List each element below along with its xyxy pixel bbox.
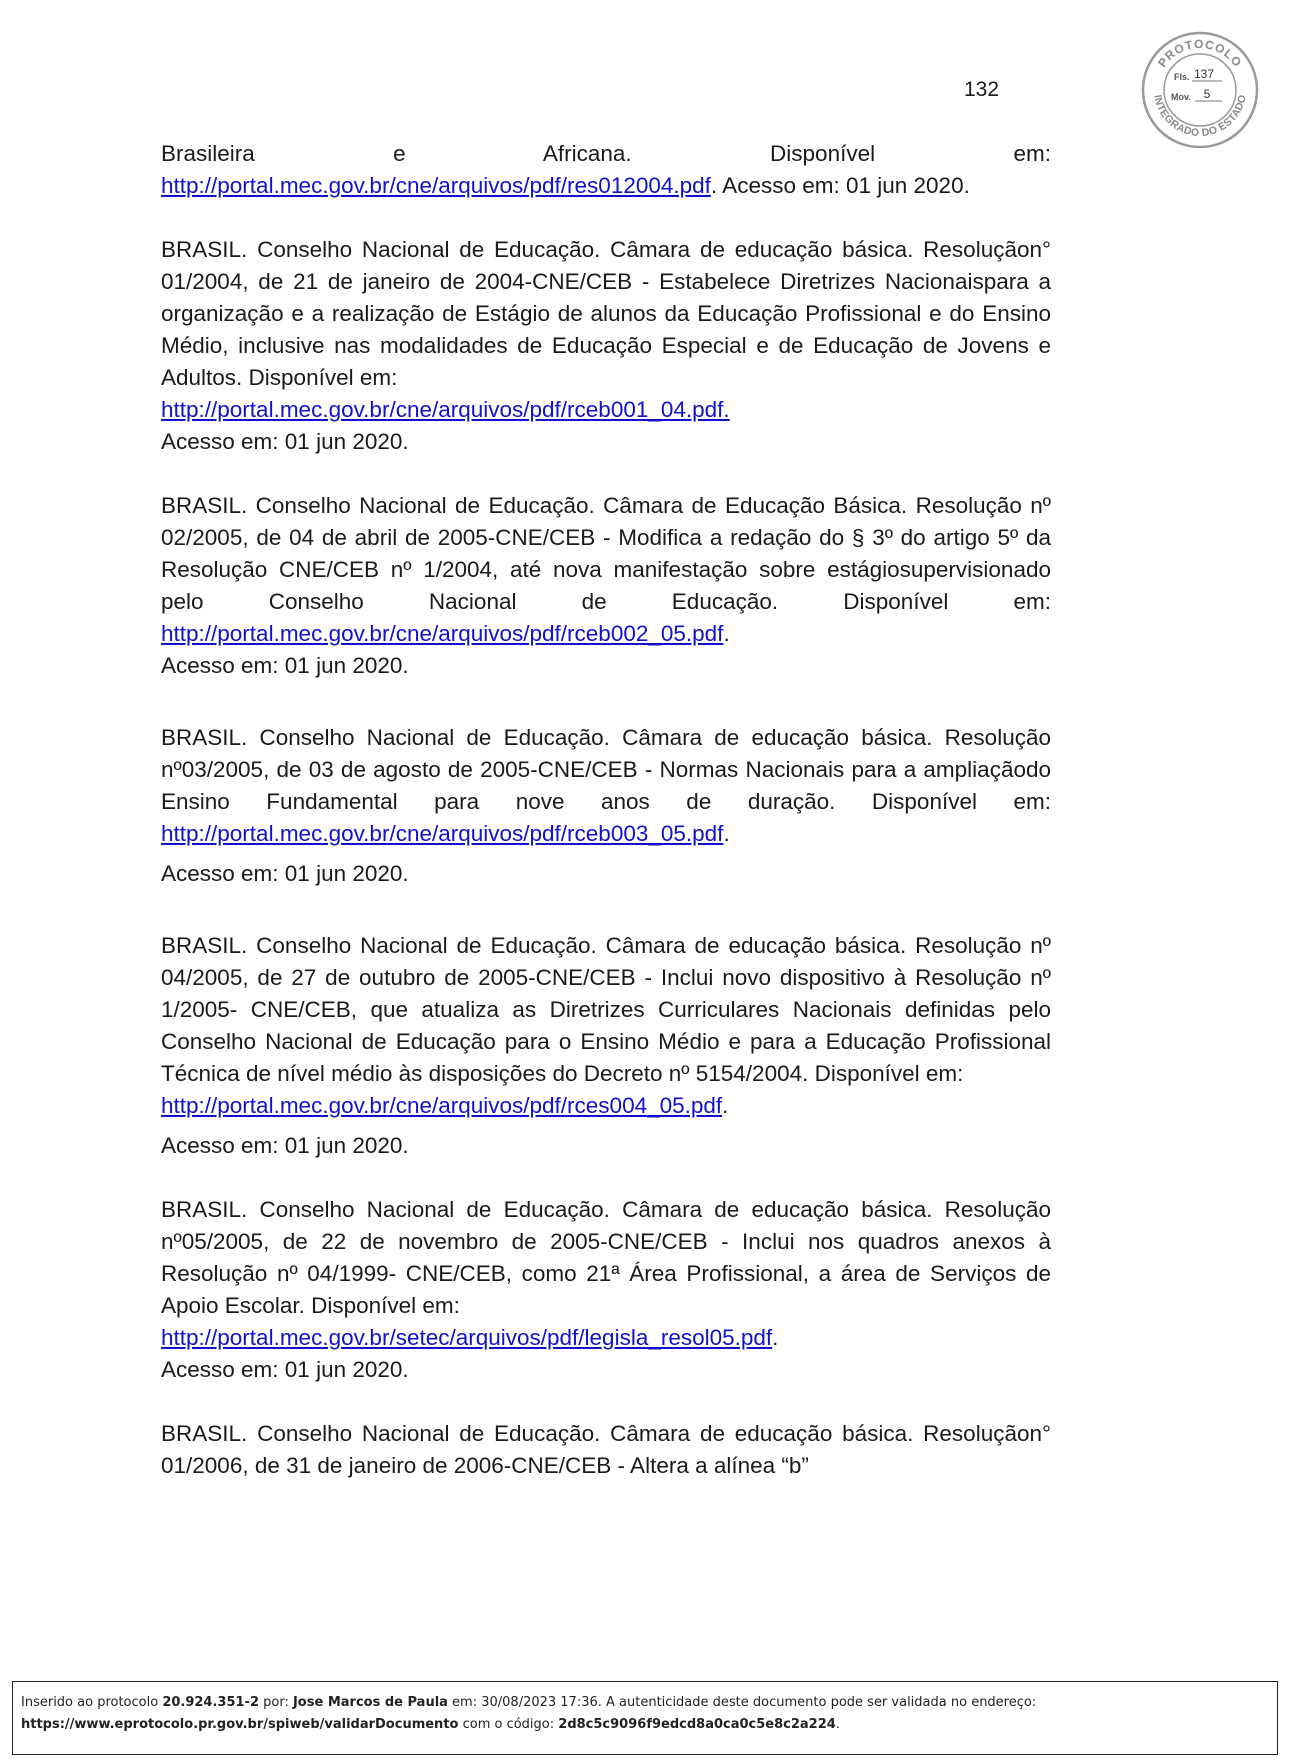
reference-entry xyxy=(161,1418,1051,1482)
protocol-stamp xyxy=(1140,30,1260,150)
reference-access: Acesso em: 01 jun 2020. xyxy=(161,1357,409,1382)
reference-access: Acesso em: 01 jun 2020. xyxy=(161,861,409,886)
validation-code: 2d8c5c9096f9edcd8a0ca0c5e8c2a224 xyxy=(558,1717,836,1732)
reference-link[interactable]: http://portal.mec.gov.br/cne/arquivos/pdf/rceb003_05.pdf xyxy=(161,821,724,846)
references-list xyxy=(161,138,1051,1482)
stamp-fls-value: 137 xyxy=(1193,67,1215,81)
reference-text: BRASIL. Conselho Nacional de Educação. Câmara de Educação Básica. Resolução nº 02/2005, de 04 de abril de 2005-CNE/CEB - Modifica a redação do § 3º do artigo 5º da Resolução CNE/CEB nº 1/2004, até nova manifestação sobre estágiosupervisionado pelo Conselho Nacional de Educação. Disponível em: xyxy=(161,493,1051,614)
stamp-top-text: PROTOCOLO xyxy=(1155,36,1245,70)
reference-link[interactable]: http://portal.mec.gov.br/cne/arquivos/pdf/rceb001_04.pdf. xyxy=(161,397,730,422)
reference-text: Brasileira e Africana. Disponível em: xyxy=(161,141,1051,166)
page-number: 132 xyxy=(964,78,1000,101)
reference-access: . Acesso em: 01 jun 2020. xyxy=(710,173,970,198)
reference-entry: BRASIL. Conselho Nacional de Educação. Câmara de educação básica. Resolução nº05/2005, de 22 de novembro de 2005-CNE/CEB - Inclui nos quadros anexos à Resolução nº 04/1999- CNE/CEB, como 21ª Área Profissional, a área de Serviços de Apoio Escolar. Disponível em: http://portal.mec.gov.br/setec/arquivos/pdf/legisla_resol05.pdf. Acesso em: 01 jun 2020. xyxy=(161,1194,1051,1386)
stamp-mov-value: 5 xyxy=(1203,87,1211,101)
reference-entry: BRASIL. Conselho Nacional de Educação. Câmara de educação básica. Resolução nº 04/2005, de 27 de outubro de 2005-CNE/CEB - Inclui novo dispositivo à Resolução nº 1/2005- CNE/CEB, que atualiza as Diretrizes Curriculares Nacionais definidas pelo Conselho Nacional de Educação para o Ensino Médio e para a Educação Profissional Técnica de nível médio às disposições do Decreto nº 5154/2004. Disponível em: http://portal.mec.gov.br/cne/arquivos/pdf/rces004_05.pdf. Acesso em: 01 jun 2020. xyxy=(161,930,1051,1162)
reference-link[interactable]: http://portal.mec.gov.br/setec/arquivos/pdf/legisla_resol05.pdf xyxy=(161,1325,773,1350)
reference-entry: BRASIL. Conselho Nacional de Educação. Câmara de Educação Básica. Resolução nº 02/2005, de 04 de abril de 2005-CNE/CEB - Modifica a redação do § 3º do artigo 5º da Resolução CNE/CEB nº 1/2004, até nova manifestação sobre estágiosupervisionado pelo Conselho Nacional de Educação. Disponível em: http://portal.mec.gov.br/cne/arquivos/pdf/rceb002_05.pdf. Acesso em: 01 jun 2020. xyxy=(161,490,1051,682)
reference-text: BRASIL. Conselho Nacional de Educação. Câmara de educação básica. Resoluçãon° 01/2004, de 21 de janeiro de 2004-CNE/CEB - Estabelece Diretrizes Nacionaispara a organização e a realização de Estágio de alunos da Educação Profissional e do Ensino Médio, inclusive nas modalidades de Educação Especial e de Educação de Jovens e Adultos. Disponível em: xyxy=(161,237,1051,390)
reference-link[interactable]: http://portal.mec.gov.br/cne/arquivos/pdf/res012004.pdf xyxy=(161,173,711,198)
footer-line-2: https://www.eprotocolo.pr.gov.br/spiweb/validarDocumento com o código: 2d8c5c9096f9edcd8a0ca0c5e8c2a224. xyxy=(21,1717,840,1732)
reference-text: BRASIL. Conselho Nacional de Educação. Câmara de educação básica. Resolução nº 04/2005, de 27 de outubro de 2005-CNE/CEB - Inclui novo dispositivo à Resolução nº 1/2005- CNE/CEB, que atualiza as Diretrizes Curriculares Nacionais definidas pelo Conselho Nacional de Educação para o Ensino Médio e para a Educação Profissional Técnica de nível médio às disposições do Decreto nº 5154/2004. Disponível em: xyxy=(161,933,1051,1086)
reference-text: BRASIL. Conselho Nacional de Educação. Câmara de educação básica. Resolução nº03/2005, de 03 de agosto de 2005-CNE/CEB - Normas Nacionais para a ampliaçãodo Ensino Fundamental para nove anos de duração. Disponível em: xyxy=(161,725,1051,814)
reference-access: Acesso em: 01 jun 2020. xyxy=(161,1133,409,1158)
reference-link[interactable]: http://portal.mec.gov.br/cne/arquivos/pdf/rces004_05.pdf xyxy=(161,1093,723,1118)
stamp-mov-label: Mov. xyxy=(1171,92,1191,102)
reference-text: BRASIL. Conselho Nacional de Educação. Câmara de educação básica. Resolução nº05/2005, de 22 de novembro de 2005-CNE/CEB - Inclui nos quadros anexos à Resolução nº 04/1999- CNE/CEB, como 21ª Área Profissional, a área de Serviços de Apoio Escolar. Disponível em: xyxy=(161,1197,1051,1318)
reference-link[interactable]: http://portal.mec.gov.br/cne/arquivos/pdf/rceb002_05.pdf xyxy=(161,621,724,646)
author-name: Jose Marcos de Paula xyxy=(292,1695,448,1710)
reference-text: BRASIL. Conselho Nacional de Educação. Câmara de educação básica. Resoluçãon° 01/2006, de 31 de janeiro de 2006-CNE/CEB - Altera a alínea “b” xyxy=(161,1421,1051,1478)
reference-access: Acesso em: 01 jun 2020. xyxy=(161,429,409,454)
protocol-number: 20.924.351-2 xyxy=(162,1695,259,1710)
reference-access: Acesso em: 01 jun 2020. xyxy=(161,653,409,678)
validation-url[interactable]: https://www.eprotocolo.pr.gov.br/spiweb/validarDocumento xyxy=(21,1717,459,1732)
authentication-footer xyxy=(12,1681,1278,1755)
footer-line-1: Inserido ao protocolo 20.924.351-2 por: Jose Marcos de Paula em: 30/08/2023 17:36. A autenticidade deste documento pode ser validada no endereço: xyxy=(21,1695,1037,1710)
reference-entry xyxy=(161,138,1051,202)
reference-entry xyxy=(161,234,1051,458)
stamp-bottom-text: INTEGRADO DO ESTADO xyxy=(1151,93,1249,140)
reference-entry: BRASIL. Conselho Nacional de Educação. Câmara de educação básica. Resolução nº03/2005, de 03 de agosto de 2005-CNE/CEB - Normas Nacionais para a ampliaçãodo Ensino Fundamental para nove anos de duração. Disponível em: http://portal.mec.gov.br/cne/arquivos/pdf/rceb003_05.pdf. Acesso em: 01 jun 2020. xyxy=(161,722,1051,890)
stamp-fls-label: Fls. xyxy=(1174,72,1190,82)
